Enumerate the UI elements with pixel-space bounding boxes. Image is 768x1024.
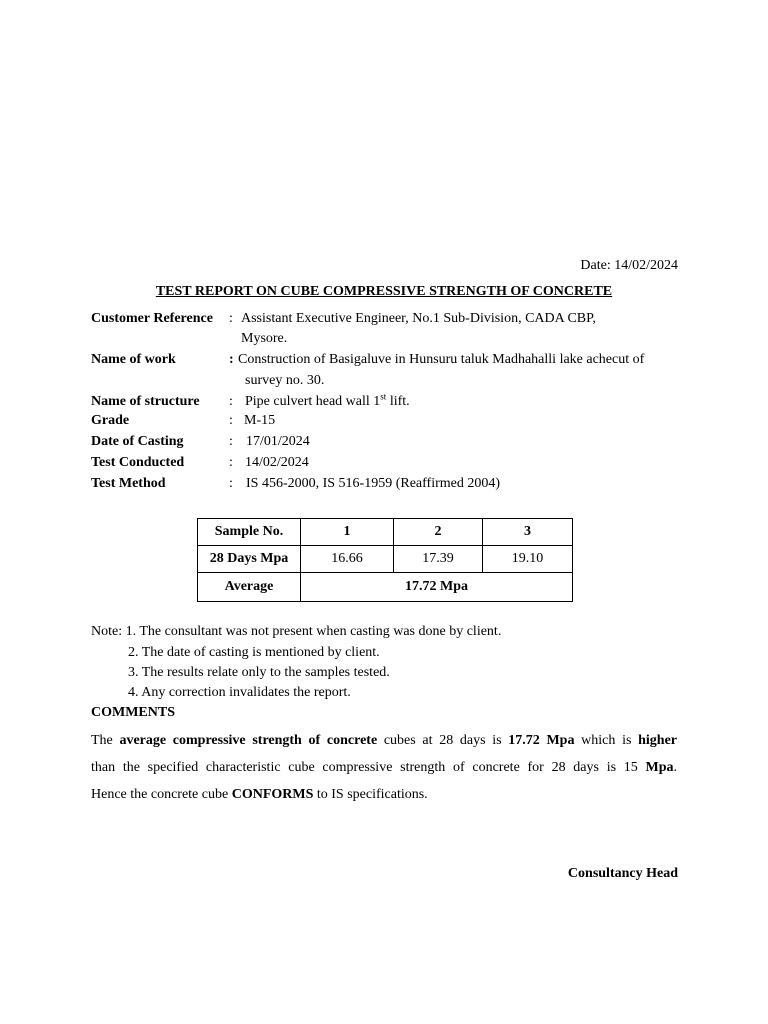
report-date: Date: 14/02/2024 [580,258,678,273]
note-prefix: Note: [91,624,126,639]
header-sample-3: 3 [483,519,573,546]
structure-value-suffix: lift. [386,394,410,409]
comment-text: Hence the concrete cube [91,787,232,802]
test-conducted-value: 14/02/2024 [245,455,309,470]
comment-average-value: 17.72 Mpa [508,733,575,748]
test-method-value: IS 456-2000, IS 516-1959 (Reaffirmed 2004) [246,476,501,491]
grade-colon: : [229,413,233,428]
customer-reference-label: Customer Reference [91,311,213,326]
comment-text: The [91,733,120,748]
note-item-3: 3. The results relate only to the samples tested. [128,665,390,680]
name-of-structure-value [245,391,410,410]
header-sample-no: Sample No. [198,519,301,546]
customer-reference-value-cont: Mysore. [241,331,288,346]
note-item-2: 2. The date of casting is mentioned by client. [128,645,380,660]
test-method-colon: : [229,476,233,491]
note-text: 1. The consultant was not present when casting was done by client. [125,624,502,639]
name-of-work-value: Construction of Basigaluve in Hunsuru taluk Madhahalli lake achecut of [238,352,645,367]
comment-emphasis: Mpa [645,760,674,775]
sample-2-value: 17.39 [394,546,483,573]
name-of-structure-label: Name of structure [91,394,200,409]
comment-text: cubes at 28 days is [377,733,509,748]
note-item-1 [91,624,501,640]
header-sample-1: 1 [301,519,394,546]
grade-value: M-15 [244,413,276,428]
name-of-structure-colon: : [229,394,233,409]
date-of-casting-value: 17/01/2024 [246,434,310,449]
report-title: TEST REPORT ON CUBE COMPRESSIVE STRENGTH OF CONCRETE [155,284,613,299]
row-label-28-days: 28 Days Mpa [198,546,301,573]
comment-text: which is [574,733,639,748]
comment-line-1 [91,733,677,749]
note-item-4: 4. Any correction invalidates the report. [128,685,351,700]
test-conducted-label: Test Conducted [91,455,185,470]
header-sample-2: 2 [394,519,483,546]
sample-1-value: 16.66 [301,546,394,573]
table-header-row [198,519,573,546]
comments-heading: COMMENTS [91,705,175,720]
comment-emphasis: average compressive strength of concrete [119,733,378,748]
name-of-work-label: Name of work [91,352,176,367]
average-value: 17.72 Mpa [301,573,573,602]
customer-reference-value: Assistant Executive Engineer, No.1 Sub-Division, CADA CBP, [241,311,596,326]
test-conducted-colon: : [229,455,233,470]
comment-line-3 [91,787,428,803]
table-row [198,546,573,573]
results-table [197,518,573,602]
average-label: Average [198,573,301,602]
date-of-casting-colon: : [229,434,233,449]
signoff-consultancy-head: Consultancy Head [567,866,678,881]
comment-emphasis: higher [638,733,677,748]
comment-text: than the specified characteristic cube compressive strength of concrete for 28 days is 15 [91,760,646,775]
comment-text: to IS specifications. [313,787,428,802]
sample-3-value: 19.10 [483,546,573,573]
structure-value-superscript: st [380,391,387,402]
customer-reference-colon: : [229,311,233,326]
grade-label: Grade [91,413,130,428]
comment-conformance: CONFORMS [231,787,314,802]
name-of-work-colon: : [229,352,234,367]
test-method-label: Test Method [91,476,166,491]
date-of-casting-label: Date of Casting [91,434,184,449]
comment-text: . [673,760,677,775]
structure-value-text: Pipe culvert head wall 1 [245,394,381,409]
table-row-average [198,573,573,602]
name-of-work-value-cont: survey no. 30. [245,373,325,388]
comment-line-2 [91,760,677,776]
